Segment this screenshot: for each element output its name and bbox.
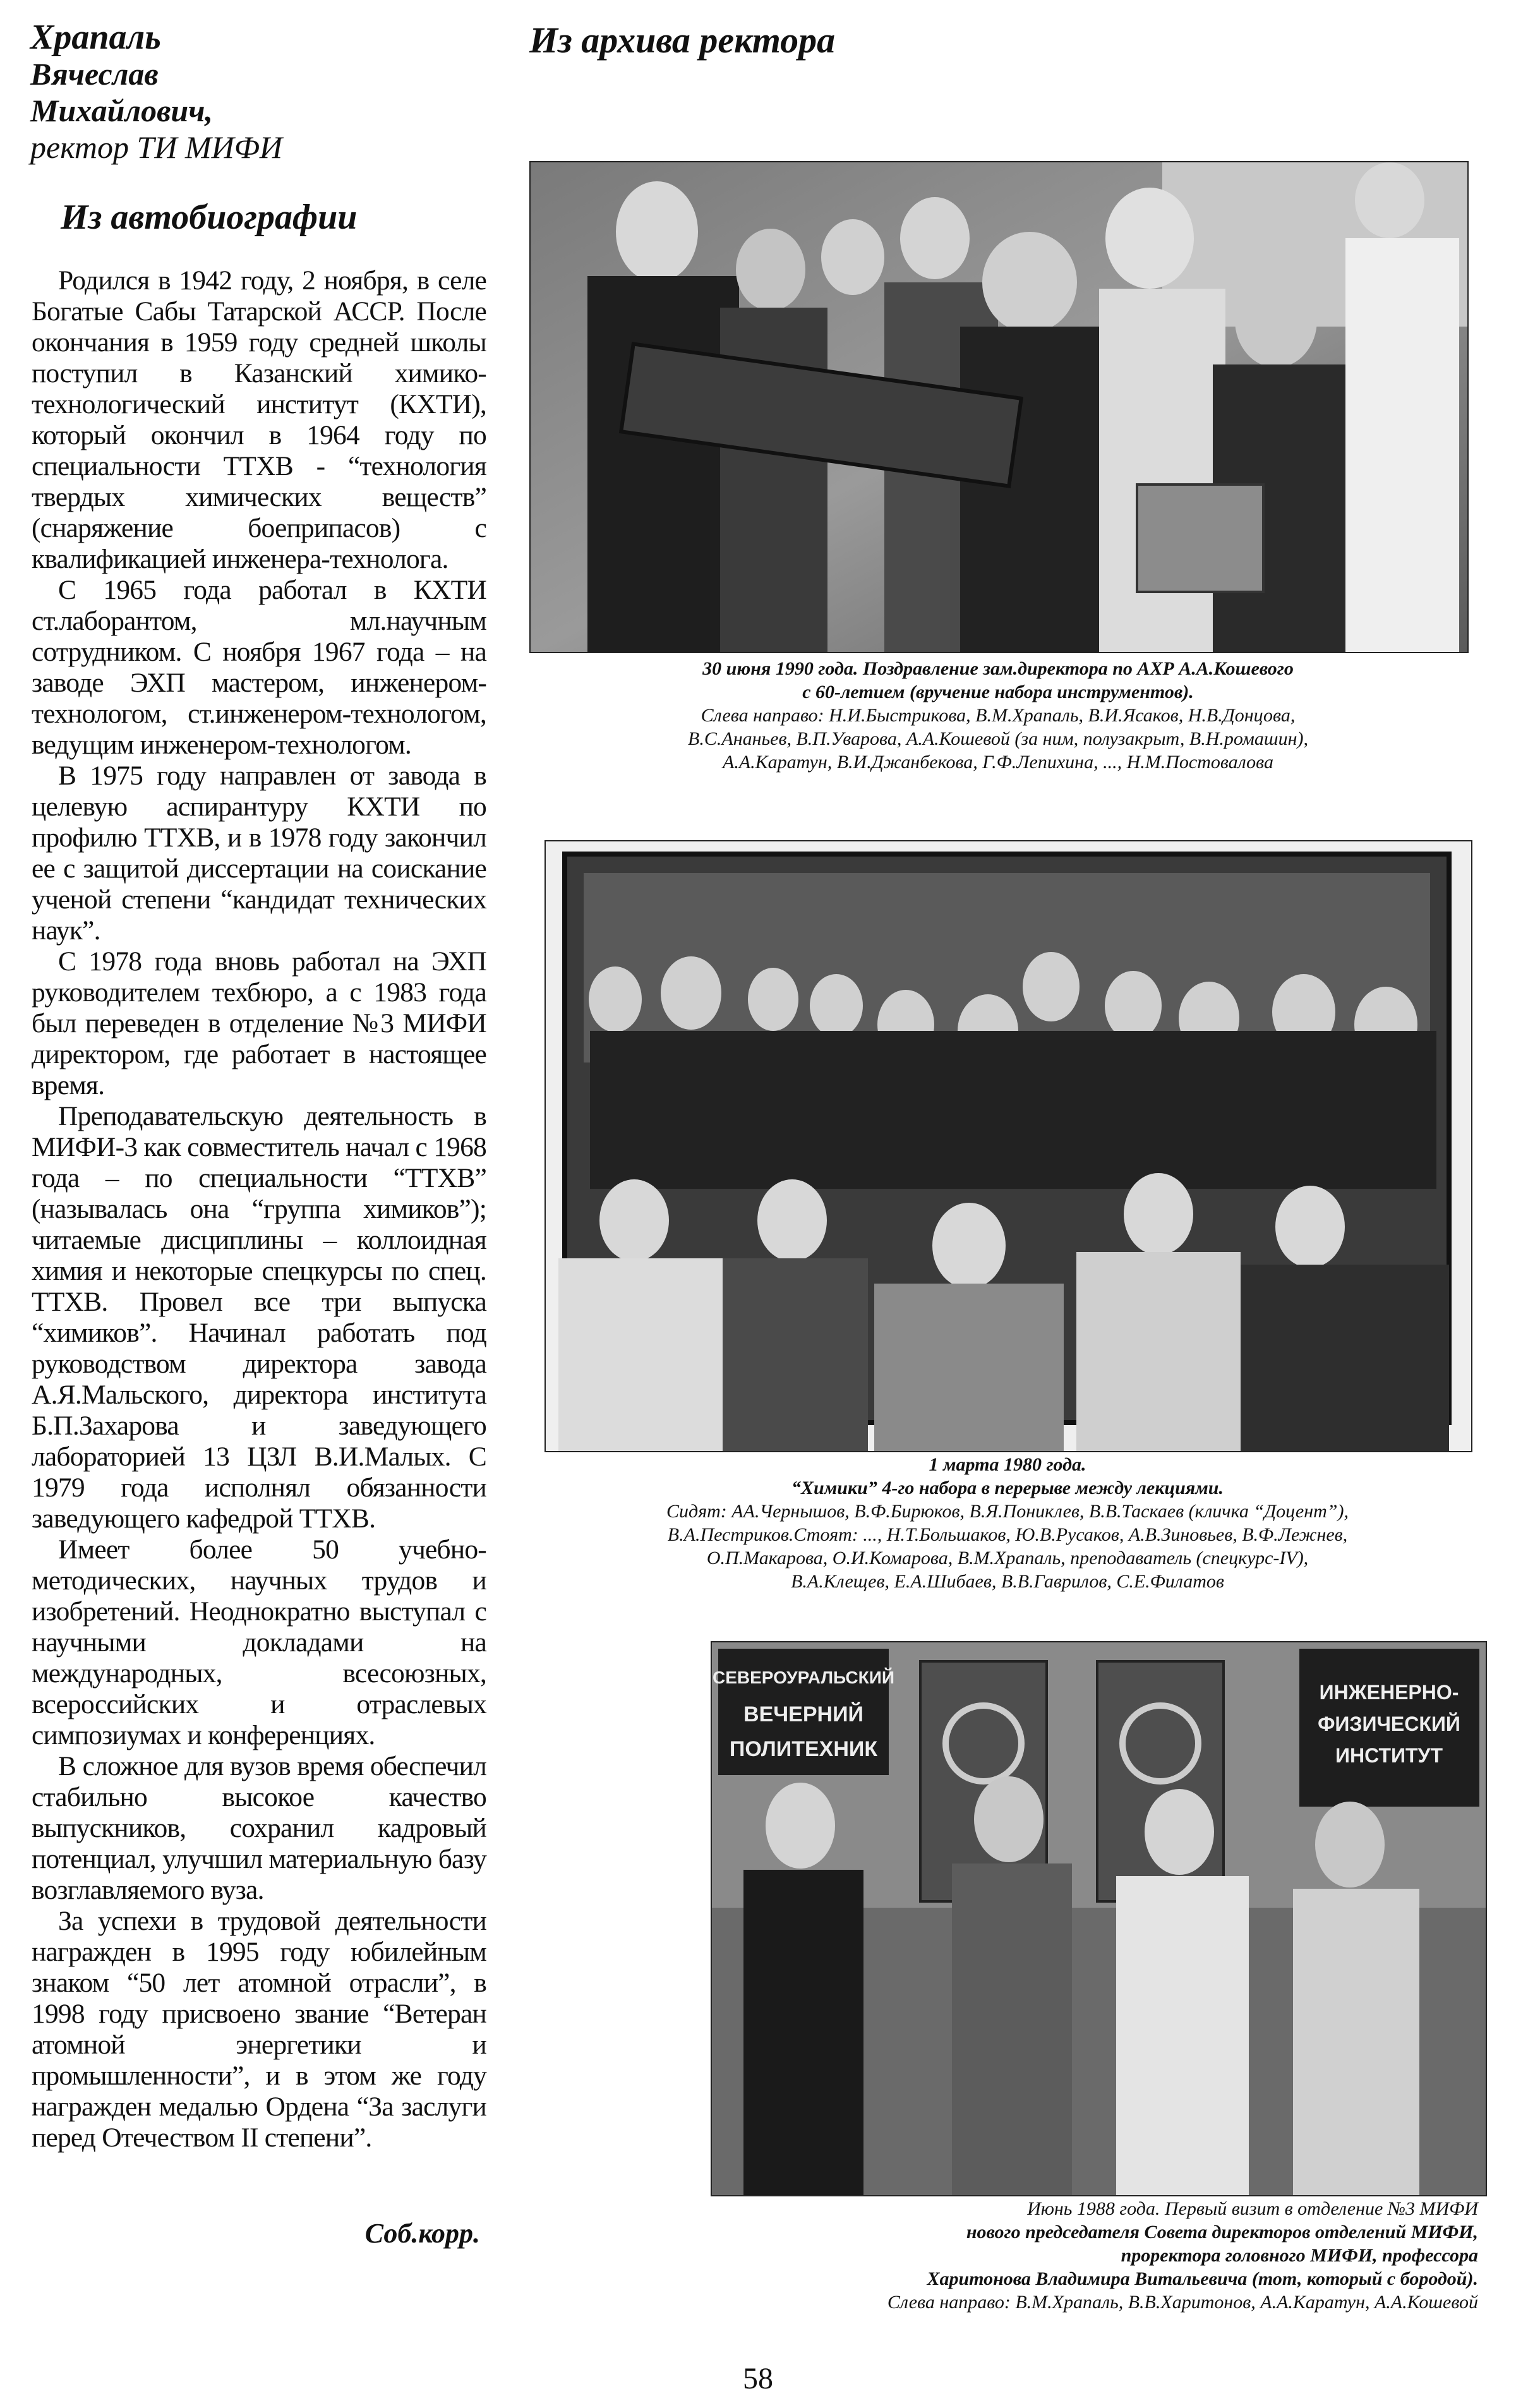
caption-line: нового председателя Совета директоров отделений МИФИ, [966,2222,1478,2242]
author-surname: Храпаль [30,18,161,57]
sign-text: ИНСТИТУТ [1335,1744,1443,1767]
photo-chemists-1980-image [546,841,1471,1451]
sign-text: СЕВЕРОУРАЛЬСКИЙ [712,1668,895,1687]
right-institute-sign [1299,1649,1479,1807]
caption-line: Харитонова Владимира Витальевича (тот, который с бородой). [927,2268,1478,2289]
bio-paragraph: Преподавательскую деятельность в МИФИ-3 как совместитель начал с 1968 года – по специальности “ТТХВ” (называлась она “группа химиков”); читаемые дисциплины – коллоидная химия и некоторые спецкурсы по спец. ТТХВ. Провел все три выпуска “химиков”. Начинал работать под руководством директора завода А.Я.Мальского, директора института Б.П.Захарова и заведующего лабораторией 13 ЦЗЛ В.И.Малых. С 1979 года исполнял обязанности заведующего кафедрой ТТХВ. [32,1101,486,1534]
caption-line: “Химики” 4-го набора в перерыве между лекциями. [791,1478,1224,1498]
caption-line: О.П.Макарова, О.И.Комарова, В.М.Храпаль, преподаватель (спецкурс-IV), [706,1548,1309,1568]
caption-line: В.А.Клещев, Е.А.Шибаев, В.В.Гаврилов, С.Е.Филатов [791,1571,1224,1592]
caption-line: проректора головного МИФИ, профессора [1121,2245,1478,2266]
archive-title: Из архива ректора [529,20,836,61]
caption-line: Июнь 1988 года. Первый визит в отделение №3 МИФИ [1027,2198,1478,2219]
photo-celebration-1990-image [531,162,1467,652]
photo-visit-1988-image [712,1642,1486,2195]
page-number: 58 [743,2362,773,2395]
bio-paragraph: Родился в 1942 году, 2 ноября, в селе Богатые Сабы Татарской АССР. После окончания в 1959 году средней школы поступил в Казанский химико-технологический институт (КХТИ), который окончил в 1964 году по специальности ТТХВ - “технология твердых химических веществ” (снаряжение боеприпасов) с квалификацией инженера-технолога. [32,265,486,574]
caption-photo-1988 [651,2197,1478,2314]
caption-photo-1980 [543,1453,1472,1593]
author-patronymic: Михайлович, [30,93,213,128]
caption-line: с 60-летием (вручение набора инструментов). [802,682,1194,702]
caption-line: А.А.Каратун, В.И.Джанбекова, Г.Ф.Лепихина, ..., Н.М.Постовалова [723,752,1273,773]
sign-text: ВЕЧЕРНИЙ [743,1702,863,1726]
bio-paragraph: За успехи в трудовой деятельности награжден в 1995 году юбилейным знаком “50 лет атомной отрасли”, в 1998 году присвоено звание “Ветеран атомной энергетики и промышленности”, и в этом же году награжден медалью Ордена “За заслуги перед Отечеством II степени”. [32,1906,486,2153]
author-block [30,19,510,166]
photo-visit-1988 [711,1641,1487,2196]
author-given-name: Вячеслав [30,56,159,92]
left-institute-sign [713,1649,894,1775]
biography-text [32,265,486,2153]
signature: Соб.корр. [364,2218,480,2249]
bio-paragraph: В сложное для вузов время обеспечил стабильно высокое качество выпускников, сохранил кадровый потенциал, улучшил материальную базу возглавляемого вуза. [32,1751,486,1905]
caption-line: Сидят: АА.Чернышов, В.Ф.Бирюков, В.Я.Пониклев, В.В.Таскаев (кличка “Доцент”), [666,1501,1349,1522]
photo-chemists-1980 [544,840,1472,1452]
bio-paragraph: В 1975 году направлен от завода в целевую аспирантуру КХТИ по профилю ТТХВ, и в 1978 году закончил ее с защитой диссертации на соискание ученой степени “кандидат технических наук”. [32,761,486,946]
caption-line: В.С.Ананьев, В.П.Уварова, А.А.Кошевой (за ним, полузакрыт, В.Н.ромашин), [688,728,1308,749]
section-title: Из автобиографии [61,198,358,237]
photo-celebration-1990 [529,161,1469,653]
caption-line: Слева направо: Н.И.Быстрикова, В.М.Храпаль, В.И.Ясаков, Н.В.Донцова, [701,705,1296,726]
caption-line: В.А.Пестриков.Стоят: ..., Н.Т.Большаков, Ю.В.Русаков, А.В.Зиновьев, В.Ф.Лежнев, [667,1524,1348,1545]
author-role: ректор ТИ МИФИ [30,129,283,165]
sign-text: ПОЛИТЕХНИК [729,1737,878,1761]
bio-paragraph: С 1978 года вновь работал на ЭХП руководителем техбюро, а с 1983 года был переведен в отделение №3 МИФИ директором, где работает в настоящее время. [32,946,486,1100]
caption-line: Слева направо: В.М.Храпаль, В.В.Харитонов, А.А.Каратун, А.А.Кошевой [887,2292,1478,2313]
sign-text: ФИЗИЧЕСКИЙ [1318,1713,1460,1735]
bio-paragraph: Имеет более 50 учебно-методических, научных трудов и изобретений. Неоднократно выступал с научными докладами на международных, всесоюзных, всероссийских и отраслевых симпозиумах и конференциях. [32,1534,486,1750]
caption-photo-1990 [543,657,1453,774]
caption-line: 30 июня 1990 года. Поздравление зам.директора по АХР А.А.Кошевого [702,658,1294,679]
caption-line: 1 марта 1980 года. [929,1454,1086,1475]
sign-text: ИНЖЕНЕРНО- [1319,1681,1459,1704]
bio-paragraph: С 1965 года работал в КХТИ ст.лаборантом, мл.научным сотрудником. С ноября 1967 года – на заводе ЭХП мастером, инженером-технологом, ст.инженером-технологом, ведущим инженером-технологом. [32,575,486,760]
